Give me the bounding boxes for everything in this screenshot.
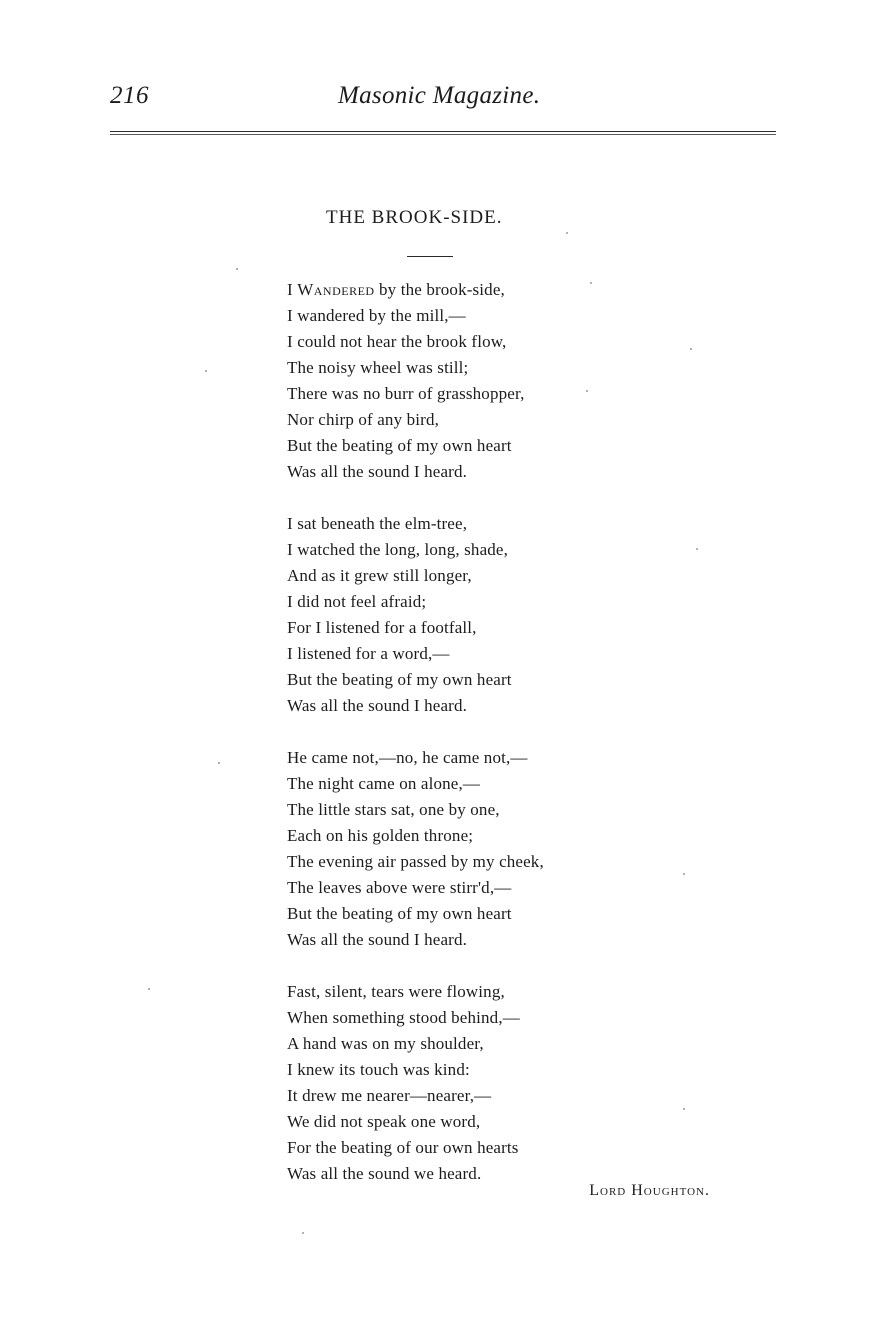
poem-line: I sat beneath the elm-tree, <box>287 514 468 533</box>
paper-speck <box>236 268 238 270</box>
poem-line: But the beating of my own heart <box>287 436 512 455</box>
poem-title: THE BROOK-SIDE. <box>326 207 503 228</box>
poem-line: The noisy wheel was still; <box>287 358 469 377</box>
poem-line: I did not feel afraid; <box>287 592 427 611</box>
poem-body <box>287 277 647 1187</box>
first-word-smallcaps: Wandered <box>297 280 375 299</box>
poem-line: We did not speak one word, <box>287 1112 481 1131</box>
paper-speck <box>683 1108 685 1110</box>
poem-line: Nor chirp of any bird, <box>287 410 440 429</box>
paper-speck <box>683 873 685 875</box>
header-rule-thin <box>110 134 776 135</box>
poem-line: Each on his golden throne; <box>287 826 474 845</box>
first-line-rest: by the brook-side, <box>379 280 505 299</box>
stanza-3 <box>287 745 647 953</box>
poem-line: But the beating of my own heart <box>287 670 512 689</box>
poem-line: I could not hear the brook flow, <box>287 332 507 351</box>
poem-line <box>287 277 647 303</box>
title-rule <box>407 256 453 257</box>
stanza-1 <box>287 277 647 485</box>
paper-speck <box>218 762 220 764</box>
paper-speck <box>590 282 592 284</box>
poem-line: I watched the long, long, shade, <box>287 540 509 559</box>
poem-line: Was all the sound I heard. <box>287 930 468 949</box>
poem-line: I wandered by the mill,— <box>287 306 466 325</box>
poem-line: When something stood behind,— <box>287 1008 520 1027</box>
poem-line: The evening air passed by my cheek, <box>287 852 544 871</box>
poem-line: Was all the sound I heard. <box>287 696 468 715</box>
poem-line: For the beating of our own hearts <box>287 1138 519 1157</box>
first-word-prefix: I <box>287 280 293 299</box>
page-header <box>110 82 776 118</box>
paper-speck <box>696 548 698 550</box>
poem-line: The night came on alone,— <box>287 774 481 793</box>
poem-line: Was all the sound I heard. <box>287 462 468 481</box>
paper-speck <box>586 390 588 392</box>
stanza-4 <box>287 979 647 1187</box>
poem-line: He came not,—no, he came not,— <box>287 748 528 767</box>
poem-line: For I listened for a footfall, <box>287 618 477 637</box>
poem-line: Fast, silent, tears were flowing, <box>287 982 505 1001</box>
poem-line: There was no burr of grasshopper, <box>287 384 525 403</box>
running-title: Masonic Magazine. <box>338 82 541 109</box>
paper-speck <box>566 232 568 234</box>
paper-speck <box>148 988 150 990</box>
paper-speck <box>205 370 207 372</box>
poem-line: The little stars sat, one by one, <box>287 800 500 819</box>
poem-line: A hand was on my shoulder, <box>287 1034 484 1053</box>
paper-speck <box>302 1232 304 1234</box>
poem-line: The leaves above were stirr'd,— <box>287 878 512 897</box>
poem-line: But the beating of my own heart <box>287 904 512 923</box>
page-number: 216 <box>110 82 149 109</box>
poem-line: I knew its touch was kind: <box>287 1060 470 1079</box>
poem-attribution: Lord Houghton. <box>589 1182 710 1199</box>
poem-line: And as it grew still longer, <box>287 566 472 585</box>
paper-speck <box>690 348 692 350</box>
poem-line: Was all the sound we heard. <box>287 1164 482 1183</box>
poem-line: I listened for a word,— <box>287 644 450 663</box>
header-rule <box>110 131 776 132</box>
stanza-2 <box>287 511 647 719</box>
poem-line: It drew me nearer—nearer,— <box>287 1086 492 1105</box>
